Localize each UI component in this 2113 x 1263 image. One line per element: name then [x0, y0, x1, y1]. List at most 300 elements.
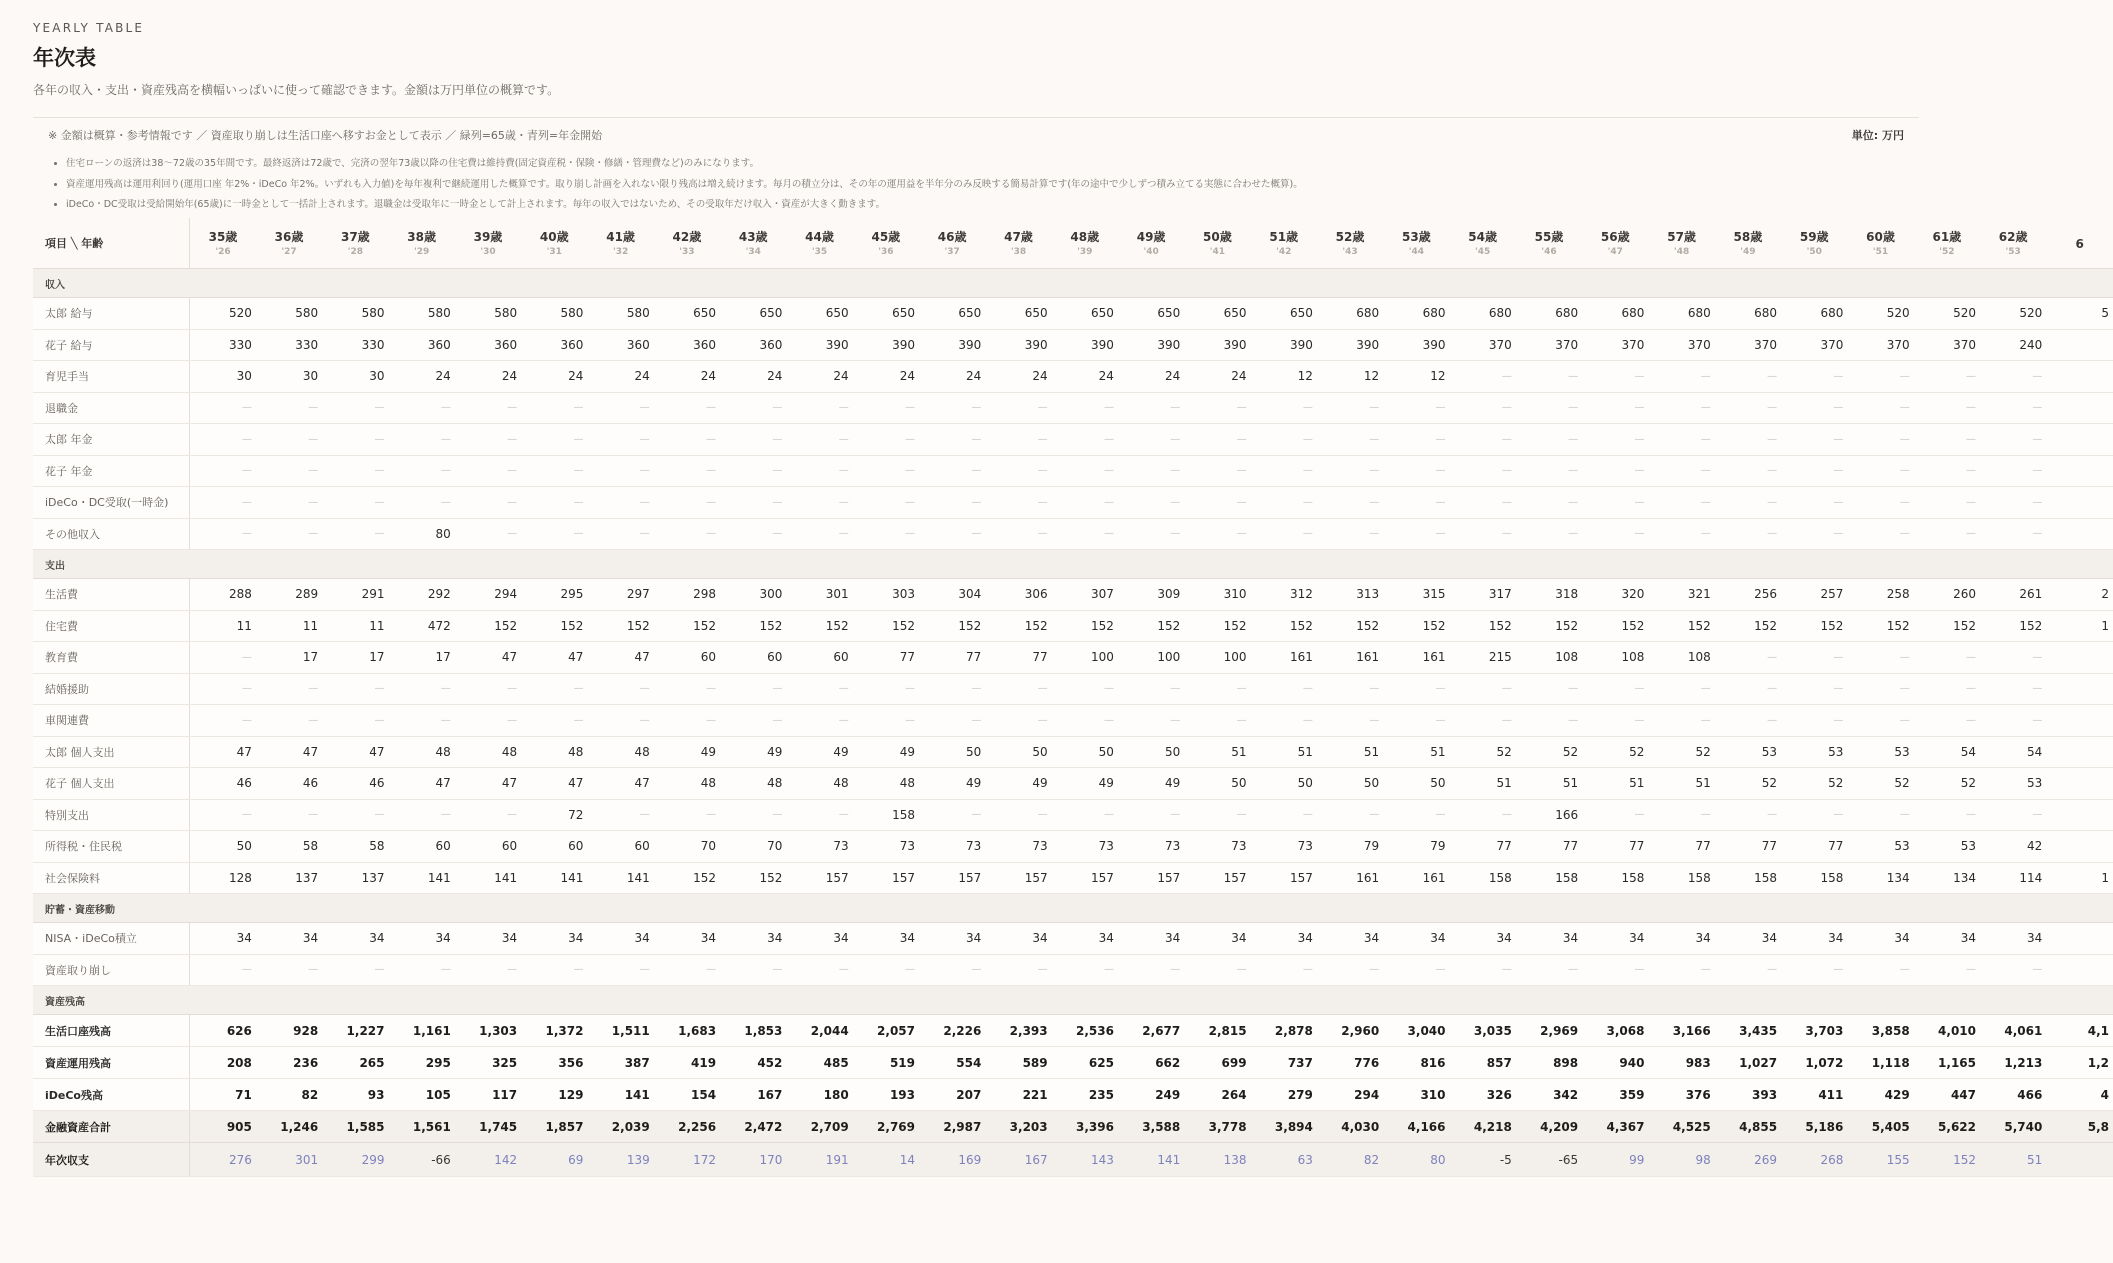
value-cell: 292	[389, 579, 455, 611]
value-cell: 2,677	[1118, 1015, 1184, 1047]
value-cell: 390	[786, 329, 852, 361]
value-cell: 1,213	[1980, 1047, 2046, 1079]
value-cell: 680	[1383, 298, 1449, 330]
age-label: 57歳	[1667, 230, 1696, 244]
value-cell: 143	[1052, 1143, 1118, 1177]
value-cell: —	[1582, 799, 1648, 831]
year-label: '33	[679, 247, 695, 257]
year-label: '39	[1077, 247, 1093, 257]
value-cell: 2,969	[1516, 1015, 1582, 1047]
value-cell: 34	[1184, 923, 1250, 955]
value-cell: 429	[1847, 1079, 1913, 1111]
value-cell: —	[1980, 673, 2046, 705]
value-cell: 73	[919, 831, 985, 863]
value-cell: —	[985, 673, 1051, 705]
value-cell: —	[190, 455, 256, 487]
value-cell	[2046, 799, 2113, 831]
value-cell: 4,367	[1582, 1111, 1648, 1143]
value-cell: 34	[720, 923, 786, 955]
value-cell: 256	[1715, 579, 1781, 611]
value-cell: —	[1450, 455, 1516, 487]
value-cell: 48	[654, 768, 720, 800]
corner-header: 項目 ╲ 年齢	[33, 218, 190, 269]
value-cell: 80	[389, 518, 455, 550]
value-cell: 47	[190, 736, 256, 768]
value-cell: 34	[1383, 923, 1449, 955]
value-cell: 650	[1184, 298, 1250, 330]
value-cell: 128	[190, 862, 256, 894]
value-cell: 52	[1450, 736, 1516, 768]
value-cell: —	[1450, 392, 1516, 424]
year-label: '52	[1939, 247, 1955, 257]
value-cell: 360	[455, 329, 521, 361]
table-row	[33, 831, 2113, 863]
year-label: '28	[347, 247, 363, 257]
value-cell: 152	[1450, 610, 1516, 642]
value-cell: 141	[455, 862, 521, 894]
value-cell: 12	[1251, 361, 1317, 393]
value-cell: 42	[1980, 831, 2046, 863]
value-cell: 48	[786, 768, 852, 800]
value-cell: 141	[521, 862, 587, 894]
value-cell: 24	[919, 361, 985, 393]
age-column-header	[919, 218, 985, 269]
value-cell: —	[1914, 642, 1980, 674]
value-cell: 235	[1052, 1079, 1118, 1111]
value-cell: 17	[389, 642, 455, 674]
value-cell: 983	[1648, 1047, 1714, 1079]
value-cell: 24	[521, 361, 587, 393]
value-cell: 5	[2046, 298, 2113, 330]
value-cell: 137	[256, 862, 322, 894]
value-cell: —	[1781, 673, 1847, 705]
value-cell: 47	[322, 736, 388, 768]
value-cell: 650	[786, 298, 852, 330]
value-cell: 1,227	[322, 1015, 388, 1047]
value-cell: —	[1648, 799, 1714, 831]
value-cell: —	[786, 487, 852, 519]
value-cell: 157	[1118, 862, 1184, 894]
year-label: '35	[811, 247, 828, 257]
value-cell: 166	[1516, 799, 1582, 831]
value-cell: —	[1582, 954, 1648, 986]
value-cell: 34	[1052, 923, 1118, 955]
value-cell: 47	[587, 642, 653, 674]
value-cell: 1	[2046, 610, 2113, 642]
value-cell: 1,857	[521, 1111, 587, 1143]
value-cell: —	[1317, 455, 1383, 487]
yearly-table-scroll[interactable]	[33, 218, 2109, 1186]
year-label: '46	[1541, 247, 1557, 257]
value-cell: —	[654, 799, 720, 831]
value-cell: —	[1516, 424, 1582, 456]
table-row	[33, 923, 2113, 955]
value-cell: —	[190, 673, 256, 705]
age-label: 52歳	[1335, 230, 1365, 244]
year-label: '41	[1209, 247, 1226, 257]
value-cell: —	[919, 954, 985, 986]
value-cell: —	[1052, 705, 1118, 737]
notes-list	[48, 154, 1303, 216]
value-cell: —	[786, 424, 852, 456]
value-cell: —	[1914, 705, 1980, 737]
value-cell: 24	[587, 361, 653, 393]
table-row	[33, 1079, 2113, 1111]
value-cell: 152	[654, 610, 720, 642]
value-cell: —	[919, 673, 985, 705]
value-cell: —	[853, 392, 919, 424]
value-cell: 152	[1516, 610, 1582, 642]
age-column-header	[1781, 218, 1847, 269]
year-label: '26	[215, 247, 231, 257]
table-row	[33, 329, 2113, 361]
value-cell: 301	[256, 1143, 322, 1177]
value-cell: —	[720, 705, 786, 737]
value-cell: —	[455, 954, 521, 986]
value-cell: —	[1516, 361, 1582, 393]
value-cell: —	[654, 705, 720, 737]
value-cell: 167	[720, 1079, 786, 1111]
value-cell: 2,393	[985, 1015, 1051, 1047]
value-cell: —	[853, 518, 919, 550]
value-cell: —	[1118, 424, 1184, 456]
value-cell: 680	[1781, 298, 1847, 330]
table-row	[33, 1015, 2113, 1047]
age-label: 39歳	[473, 230, 503, 244]
value-cell: —	[1781, 361, 1847, 393]
value-cell: —	[1582, 705, 1648, 737]
value-cell: —	[1450, 518, 1516, 550]
value-cell: 4	[2046, 1079, 2113, 1111]
value-cell: —	[389, 705, 455, 737]
value-cell: —	[1980, 642, 2046, 674]
value-cell: —	[1118, 455, 1184, 487]
table-row	[33, 298, 2113, 330]
value-cell: 360	[654, 329, 720, 361]
value-cell: 360	[389, 329, 455, 361]
value-cell: —	[455, 487, 521, 519]
value-cell: —	[1052, 673, 1118, 705]
value-cell: —	[1052, 392, 1118, 424]
value-cell: 1,027	[1715, 1047, 1781, 1079]
value-cell: 157	[853, 862, 919, 894]
value-cell: 49	[853, 736, 919, 768]
row-label: 車関連費	[33, 705, 190, 737]
value-cell: 3,040	[1383, 1015, 1449, 1047]
age-label: 46歳	[937, 230, 967, 244]
value-cell	[2046, 954, 2113, 986]
value-cell: —	[1317, 799, 1383, 831]
section-header-row	[33, 986, 2113, 1015]
value-cell: —	[521, 954, 587, 986]
table-row	[33, 673, 2113, 705]
value-cell	[2046, 329, 2113, 361]
value-cell: 47	[455, 642, 521, 674]
value-cell: 47	[455, 768, 521, 800]
value-cell: —	[1582, 487, 1648, 519]
value-cell: —	[1450, 705, 1516, 737]
value-cell: —	[587, 673, 653, 705]
value-cell: 419	[654, 1047, 720, 1079]
value-cell: 1,372	[521, 1015, 587, 1047]
value-cell: —	[1251, 799, 1317, 831]
value-cell: —	[720, 455, 786, 487]
value-cell: —	[1118, 954, 1184, 986]
age-label: 62歳	[1998, 230, 2028, 244]
value-cell: 34	[1582, 923, 1648, 955]
value-cell: 360	[521, 329, 587, 361]
value-cell: 152	[1980, 610, 2046, 642]
value-cell: 625	[1052, 1047, 1118, 1079]
value-cell: —	[720, 392, 786, 424]
value-cell: 24	[853, 361, 919, 393]
value-cell: 50	[1251, 768, 1317, 800]
value-cell: —	[1383, 954, 1449, 986]
value-cell: 315	[1383, 579, 1449, 611]
value-cell: —	[322, 673, 388, 705]
value-cell: —	[1715, 487, 1781, 519]
value-cell: 898	[1516, 1047, 1582, 1079]
value-cell: —	[1052, 424, 1118, 456]
value-cell: 387	[587, 1047, 653, 1079]
value-cell: 50	[1052, 736, 1118, 768]
value-cell: 50	[1184, 768, 1250, 800]
value-cell: —	[455, 455, 521, 487]
value-cell: —	[521, 392, 587, 424]
value-cell: 77	[985, 642, 1051, 674]
value-cell: 49	[919, 768, 985, 800]
value-cell: —	[1715, 455, 1781, 487]
value-cell: 100	[1184, 642, 1250, 674]
section-header-row	[33, 894, 2113, 923]
value-cell: 157	[919, 862, 985, 894]
value-cell: 294	[1317, 1079, 1383, 1111]
value-cell: 34	[190, 923, 256, 955]
value-cell: —	[1317, 487, 1383, 519]
value-cell: 58	[256, 831, 322, 863]
value-cell: —	[1383, 487, 1449, 519]
year-label: '51	[1872, 247, 1889, 257]
value-cell: 2,769	[853, 1111, 919, 1143]
value-cell: 207	[919, 1079, 985, 1111]
value-cell: 1,683	[654, 1015, 720, 1047]
value-cell: -65	[1516, 1143, 1582, 1177]
value-cell: 2,057	[853, 1015, 919, 1047]
value-cell: 662	[1118, 1047, 1184, 1079]
value-cell: 152	[1914, 610, 1980, 642]
value-cell: 34	[1715, 923, 1781, 955]
value-cell: 4,1	[2046, 1015, 2113, 1047]
row-label: 太郎 給与	[33, 298, 190, 330]
value-cell: —	[654, 954, 720, 986]
value-cell: —	[1582, 518, 1648, 550]
table-row	[33, 1143, 2113, 1177]
note-item: • 住宅ローンの返済は38〜72歳の35年間です。最終返済は72歳で、完済の翌年73歳以降の住宅費は維持費(固定資産税・保険・修繕・管理費など)のみになります。	[66, 154, 1303, 175]
value-cell: —	[322, 392, 388, 424]
value-cell: 589	[985, 1047, 1051, 1079]
value-cell: 52	[1914, 768, 1980, 800]
value-cell: 313	[1317, 579, 1383, 611]
value-cell: 289	[256, 579, 322, 611]
value-cell: —	[654, 455, 720, 487]
value-cell: 152	[985, 610, 1051, 642]
value-cell: 2,536	[1052, 1015, 1118, 1047]
value-cell: 141	[587, 1079, 653, 1111]
value-cell: —	[1847, 673, 1913, 705]
value-cell: 236	[256, 1047, 322, 1079]
value-cell: —	[389, 799, 455, 831]
value-cell: —	[1648, 673, 1714, 705]
row-label: 資産取り崩し	[33, 954, 190, 986]
value-cell: 12	[1383, 361, 1449, 393]
value-cell: —	[322, 705, 388, 737]
value-cell: 1,585	[322, 1111, 388, 1143]
value-cell: 2,987	[919, 1111, 985, 1143]
value-cell: 650	[985, 298, 1051, 330]
value-cell: 100	[1052, 642, 1118, 674]
value-cell: 152	[521, 610, 587, 642]
table-row	[33, 736, 2113, 768]
value-cell: 48	[389, 736, 455, 768]
value-cell: —	[1847, 954, 1913, 986]
value-cell: 158	[853, 799, 919, 831]
value-cell: 34	[521, 923, 587, 955]
value-cell: —	[1847, 642, 1913, 674]
value-cell: —	[1516, 518, 1582, 550]
value-cell: 1,072	[1781, 1047, 1847, 1079]
row-label: 生活費	[33, 579, 190, 611]
age-label: 56歳	[1600, 230, 1630, 244]
value-cell: —	[1648, 705, 1714, 737]
age-column-header	[1052, 218, 1118, 269]
age-column-header	[1914, 218, 1980, 269]
value-cell: 4,061	[1980, 1015, 2046, 1047]
value-cell: 48	[587, 736, 653, 768]
value-cell: —	[1317, 705, 1383, 737]
value-cell: —	[190, 799, 256, 831]
value-cell: 70	[720, 831, 786, 863]
value-cell: —	[1914, 424, 1980, 456]
value-cell: 390	[853, 329, 919, 361]
value-cell: 70	[654, 831, 720, 863]
value-cell: 34	[1980, 923, 2046, 955]
age-label: 47歳	[1004, 230, 1033, 244]
value-cell: 2,878	[1251, 1015, 1317, 1047]
value-cell: —	[1184, 705, 1250, 737]
age-label: 49歳	[1136, 230, 1166, 244]
value-cell: —	[1781, 487, 1847, 519]
table-row	[33, 610, 2113, 642]
value-cell: 157	[985, 862, 1051, 894]
value-cell: 269	[1715, 1143, 1781, 1177]
value-cell: 158	[1781, 862, 1847, 894]
value-cell: 47	[521, 642, 587, 674]
value-cell: 650	[853, 298, 919, 330]
value-cell: 680	[1516, 298, 1582, 330]
disclaimer-note: ※ 金額は概算・参考情報です ／ 資産取り崩しは生活口座へ移すお金として表示 ／ 緑列=65歳・青列=年金開始	[48, 129, 603, 142]
value-cell: —	[853, 705, 919, 737]
value-cell: 24	[1184, 361, 1250, 393]
age-column-header	[1847, 218, 1913, 269]
divider	[33, 117, 1919, 118]
value-cell: 318	[1516, 579, 1582, 611]
value-cell: 390	[1052, 329, 1118, 361]
value-cell: —	[1914, 954, 1980, 986]
table-row	[33, 768, 2113, 800]
value-cell	[2046, 923, 2113, 955]
age-column-header	[1118, 218, 1184, 269]
value-cell: 297	[587, 579, 653, 611]
row-label: 花子 個人支出	[33, 768, 190, 800]
value-cell: —	[1516, 487, 1582, 519]
page-title: 年次表	[33, 46, 96, 70]
value-cell: 34	[853, 923, 919, 955]
value-cell: —	[1715, 392, 1781, 424]
value-cell: —	[1118, 673, 1184, 705]
value-cell: —	[853, 954, 919, 986]
year-label: '48	[1673, 247, 1690, 257]
value-cell: —	[720, 954, 786, 986]
age-label: 35歳	[208, 230, 238, 244]
value-cell: —	[919, 518, 985, 550]
value-cell: —	[786, 455, 852, 487]
value-cell: —	[1383, 392, 1449, 424]
value-cell: 360	[720, 329, 786, 361]
value-cell: 24	[455, 361, 521, 393]
value-cell	[2046, 673, 2113, 705]
value-cell: 52	[1715, 768, 1781, 800]
value-cell: 34	[1317, 923, 1383, 955]
value-cell: —	[1052, 799, 1118, 831]
value-cell: 370	[1582, 329, 1648, 361]
value-cell: —	[1118, 705, 1184, 737]
value-cell: —	[521, 705, 587, 737]
value-cell: 3,068	[1582, 1015, 1648, 1047]
value-cell: 152	[1184, 610, 1250, 642]
value-cell: 53	[1781, 736, 1847, 768]
value-cell: 3,703	[1781, 1015, 1847, 1047]
value-cell: —	[1715, 361, 1781, 393]
value-cell: 50	[1118, 736, 1184, 768]
value-cell: —	[322, 455, 388, 487]
table-row	[33, 518, 2113, 550]
value-cell: —	[853, 487, 919, 519]
value-cell: —	[389, 487, 455, 519]
value-cell: —	[1847, 455, 1913, 487]
value-cell: 317	[1450, 579, 1516, 611]
value-cell: 69	[521, 1143, 587, 1177]
value-cell: —	[654, 392, 720, 424]
value-cell: 34	[322, 923, 388, 955]
row-label: その他収入	[33, 518, 190, 550]
value-cell: 52	[1516, 736, 1582, 768]
row-label: 育児手当	[33, 361, 190, 393]
value-cell: —	[1251, 455, 1317, 487]
value-cell: 51	[1317, 736, 1383, 768]
page-description: 各年の収入・支出・資産残高を横幅いっぱいに使って確認できます。金額は万円単位の概算です。	[33, 83, 560, 97]
year-label: '47	[1607, 247, 1623, 257]
value-cell: —	[1914, 392, 1980, 424]
value-cell: 650	[919, 298, 985, 330]
value-cell: —	[1317, 673, 1383, 705]
year-label: '44	[1408, 247, 1424, 257]
year-label: '30	[480, 247, 496, 257]
value-cell: 1,118	[1847, 1047, 1913, 1079]
value-cell: 152	[1383, 610, 1449, 642]
row-label: 所得税・住民税	[33, 831, 190, 863]
value-cell: 485	[786, 1047, 852, 1079]
row-label: iDeCo・DC受取(一時金)	[33, 487, 190, 519]
